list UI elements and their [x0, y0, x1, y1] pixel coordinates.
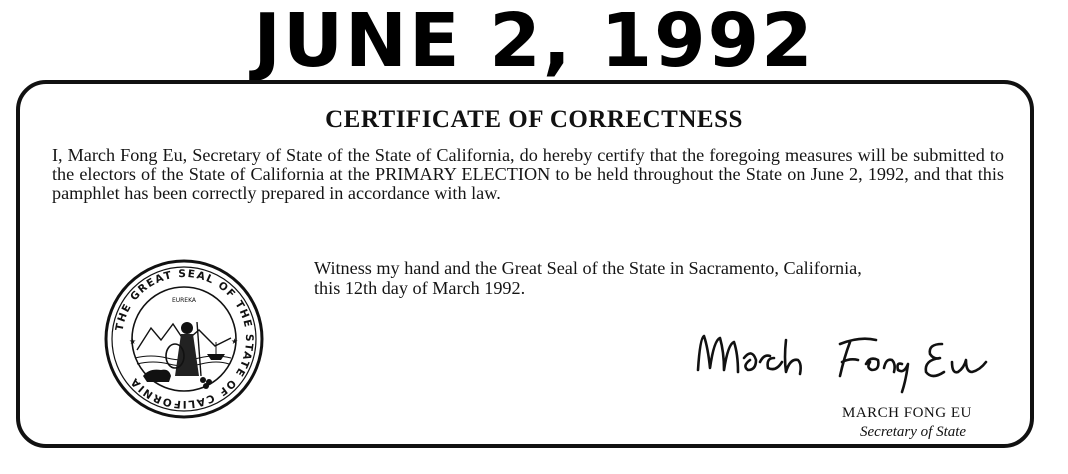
signer-name: MARCH FONG EU	[842, 405, 972, 421]
great-seal-icon	[103, 258, 265, 420]
seal-motto: EUREKA	[171, 297, 197, 304]
svg-text:★: ★	[231, 337, 239, 346]
witness-line-2: this 12th day of March 1992.	[314, 278, 526, 298]
signer-title: Secretary of State	[860, 424, 967, 440]
certificate-body: I, March Fong Eu, Secretary of State of the State of California, do hereby certify that the foregoing measures will be submitted to the electors of the State of California at the PRIMARY ELECTION to be held throughout the State on June 2, 1992, and that this pamphlet has been correctly prepared in accordance with law.	[52, 145, 1004, 203]
svg-text:★: ★	[129, 337, 137, 346]
headline-date: JUNE 2, 1992	[253, 0, 815, 84]
signature-icon	[690, 318, 1010, 396]
certificate-title: CERTIFICATE OF CORRECTNESS	[325, 106, 743, 133]
witness-line-1: Witness my hand and the Great Seal of the State in Sacramento, California,	[314, 258, 862, 278]
witness-statement	[314, 258, 1004, 298]
seal-ring-text: THE GREAT SEAL OF THE STATE OF CALIFORNIA	[113, 267, 256, 411]
